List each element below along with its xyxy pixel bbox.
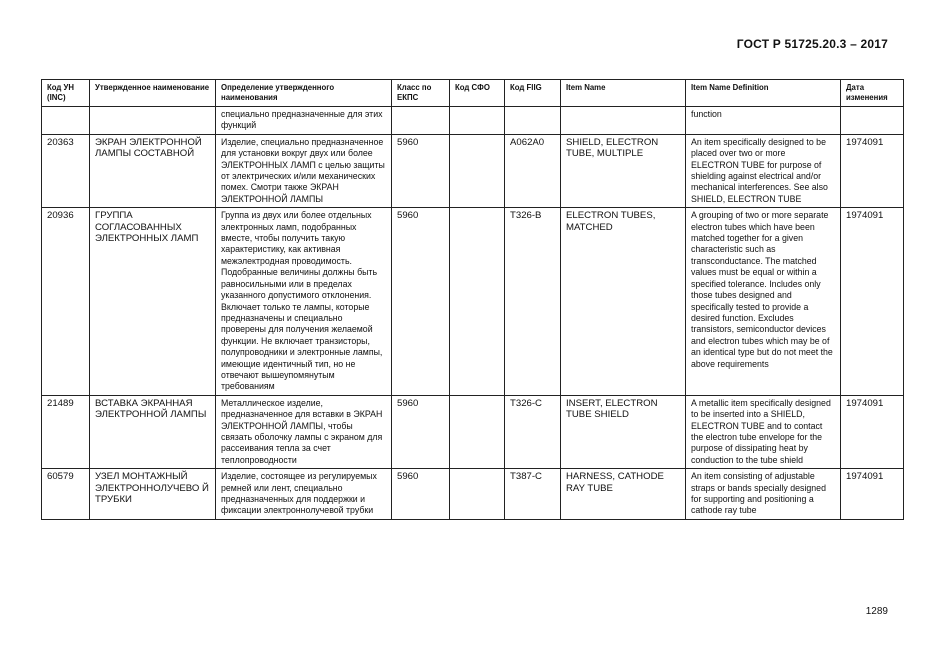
cell-sfo (450, 107, 505, 135)
page-number: 1289 (865, 606, 888, 617)
cell-date: 1974091 (841, 395, 904, 468)
cell-date (841, 107, 904, 135)
cell-code: 20363 (42, 134, 90, 207)
cell-code: 21489 (42, 395, 90, 468)
cell-code: 20936 (42, 208, 90, 396)
cell-code: 60579 (42, 469, 90, 520)
cell-code (42, 107, 90, 135)
cell-name: ГРУППА СОГЛАСОВАННЫХ ЭЛЕКТРОННЫХ ЛАМП (90, 208, 216, 396)
cell-class: 5960 (392, 469, 450, 520)
cell-date: 1974091 (841, 134, 904, 207)
cell-sfo (450, 469, 505, 520)
cell-item-name: SHIELD, ELECTRON TUBE, MULTIPLE (561, 134, 686, 207)
table-row (42, 469, 904, 520)
cell-fiig: A062A0 (505, 134, 561, 207)
cell-class (392, 107, 450, 135)
cell-fiig: T387-C (505, 469, 561, 520)
cell-sfo (450, 395, 505, 468)
col-header-class: Класс по ЕКПС (392, 80, 450, 107)
cell-definition: Изделие, специально предназначенное для установки вокруг двух или более ЭЛЕКТРОННЫХ ЛАМП с целью защиты от электрических и/или механических помех. Смотри также ЭКРАН ЭЛЕКТРОННОЙ ЛАМПЫ (216, 134, 392, 207)
cell-class: 5960 (392, 208, 450, 396)
cell-class: 5960 (392, 395, 450, 468)
cell-sfo (450, 208, 505, 396)
table-row (42, 395, 904, 468)
cell-date: 1974091 (841, 469, 904, 520)
cell-item-definition: An item consisting of adjustable straps or bands specially designed for supporting and positioning a cathode ray tube (686, 469, 841, 520)
cell-item-definition: function (686, 107, 841, 135)
cell-item-name: HARNESS, CATHODE RAY TUBE (561, 469, 686, 520)
cell-item-definition: A grouping of two or more separate electron tubes which have been matched together for a given characteristic such as transconductance. The matched values must be equal or within a specified tolerance. Includes only those tubes designed and specifically tested to provide a desired function. Excludes transistors, semiconductor devices and electron tubes which may be of an identical type but do not meet the above requirements (686, 208, 841, 396)
cell-definition: Изделие, состоящее из регулируемых ремней или лент, специально предназначенных для поддержки и фиксации электроннолучевой трубки (216, 469, 392, 520)
cell-definition: специально предназначенные для этих функций (216, 107, 392, 135)
cell-item-definition: A metallic item specifically designed to be inserted into a SHIELD, ELECTRON TUBE and to contact the electron tube envelope for the purpose of dissipating heat by conduction to the tube shield (686, 395, 841, 468)
cell-name: УЗЕЛ МОНТАЖНЫЙ ЭЛЕКТРОННОЛУЧЕВО Й ТРУБКИ (90, 469, 216, 520)
cell-class: 5960 (392, 134, 450, 207)
col-header-item-definition: Item Name Definition (686, 80, 841, 107)
cell-item-name: ELECTRON TUBES, MATCHED (561, 208, 686, 396)
col-header-item-name: Item Name (561, 80, 686, 107)
cell-definition: Группа из двух или более отдельных электронных ламп, подобранных вместе, чтобы получить такую характеристику, как активная межэлектродная проводимость. Подобранные величины должны быть равносильными или в пределах указанного допустимого отклонения. Включает только те лампы, которые предназначены и специально проверены для получения желаемой функции. Не включает транзисторы, полупроводники и электронные лампы, имеющие идентичный тип, но не отвечают вышеупомянутым требованиям (216, 208, 392, 396)
cell-fiig: T326-B (505, 208, 561, 396)
table-header-row (42, 80, 904, 107)
table-row (42, 208, 904, 396)
table-row-continuation (42, 107, 904, 135)
catalog-table (41, 79, 904, 520)
col-header-name: Утвержденное наименование (90, 80, 216, 107)
cell-item-name (561, 107, 686, 135)
col-header-date: Дата изменения (841, 80, 904, 107)
cell-fiig (505, 107, 561, 135)
col-header-definition: Определение утвержденного наименования (216, 80, 392, 107)
cell-definition: Металлическое изделие, предназначенное для вставки в ЭКРАН ЭЛЕКТРОННОЙ ЛАМПЫ, чтобы связать оболочку лампы с экраном для рассеивания тепла за счет теплопроводности (216, 395, 392, 468)
cell-item-definition: An item specifically designed to be placed over two or more ELECTRON TUBE for purpose of shielding against electrical and/or mechanical interferences. See also SHIELD, ELECTRON TUBE (686, 134, 841, 207)
col-header-fiig: Код FIIG (505, 80, 561, 107)
cell-fiig: T326-C (505, 395, 561, 468)
cell-date: 1974091 (841, 208, 904, 396)
col-header-sfo: Код СФО (450, 80, 505, 107)
col-header-code: Код УН (INC) (42, 80, 90, 107)
cell-name: ЭКРАН ЭЛЕКТРОННОЙ ЛАМПЫ СОСТАВНОЙ (90, 134, 216, 207)
document-standard-title: ГОСТ Р 51725.20.3 – 2017 (736, 37, 888, 51)
cell-sfo (450, 134, 505, 207)
cell-item-name: INSERT, ELECTRON TUBE SHIELD (561, 395, 686, 468)
table-row (42, 134, 904, 207)
cell-name: ВСТАВКА ЭКРАННАЯ ЭЛЕКТРОННОЙ ЛАМПЫ (90, 395, 216, 468)
cell-name (90, 107, 216, 135)
